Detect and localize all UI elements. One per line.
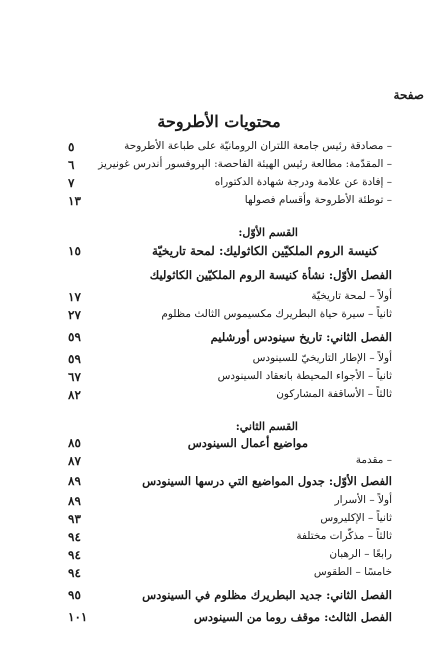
toc-entry-page: ٩٤ <box>68 548 81 562</box>
toc-entry-text: ثانياً – الإكليروس <box>320 512 392 524</box>
toc-entry-text: – إفادة عن علامة ودرجة شهادة الدكتوراه <box>214 176 392 188</box>
toc-entry-page: ٢٧ <box>68 308 81 322</box>
toc-entry-page: ٥٩ <box>68 352 81 366</box>
toc-entry-page: ٧ <box>68 176 75 190</box>
toc-entry-page: ١٣ <box>68 194 81 208</box>
toc-entry <box>0 176 438 196</box>
toc-entry-text: رابعًا – الرهبان <box>329 548 392 560</box>
toc-entry <box>0 308 438 328</box>
toc-entry <box>0 290 438 310</box>
toc-entry-page: ٦ <box>68 158 75 172</box>
chapter-heading <box>0 610 438 630</box>
toc-entry-page: ٥٩ <box>68 330 81 344</box>
toc-entry-page: ٩٤ <box>68 566 81 580</box>
chapter-heading <box>0 268 438 288</box>
toc-entry <box>0 370 438 390</box>
toc-entry-page: ٥ <box>68 140 75 154</box>
page-column-label: صفحة <box>393 88 424 102</box>
toc-entry-text: ثالثاً – مذكّرات مختلفة <box>296 530 392 542</box>
part1-heading <box>0 244 438 264</box>
toc-entry-text: – مصادقة رئيس جامعة اللتران الرومانيّة على طباعة الأطروحة <box>124 140 392 152</box>
toc-entry-page: ٨٩ <box>68 494 81 508</box>
toc-entry-page: ١٠١ <box>68 610 88 624</box>
toc-entry <box>0 512 438 532</box>
toc-entry-page: ١٧ <box>68 290 81 304</box>
toc-entry <box>0 548 438 568</box>
toc-entry-page: ٨٢ <box>68 388 81 402</box>
part2-heading <box>0 436 438 456</box>
part1-label: القسم الأوّل: <box>238 226 298 239</box>
toc-entry-page: ٨٧ <box>68 454 81 468</box>
toc-entry-text: أولاً – لمحة تاريخيّة <box>311 290 392 302</box>
chapter-title: الفصل الثالث: موقف روما من السينودس <box>193 610 392 624</box>
toc-entry-page: ١٥ <box>68 244 81 258</box>
toc-entry <box>0 388 438 408</box>
toc-entry-text: ثانياً – الأجواء المحيطة بانعقاد السينودس <box>217 370 392 382</box>
toc-entry <box>0 494 438 514</box>
toc-entry-page: ٩٤ <box>68 530 81 544</box>
toc-entry-text: – توطئة الأطروحة وأقسام فصولها <box>244 194 392 206</box>
toc-title: محتويات الأطروحة <box>157 112 281 131</box>
toc-entry <box>0 566 438 586</box>
toc-entry <box>0 194 438 214</box>
chapter-heading <box>0 588 438 608</box>
toc-entry <box>0 530 438 550</box>
toc-entry-text: – المقدّمة: مطالعة رئيس الهيئة الفاحصة: الپروفسور أندرس غونيريز <box>98 158 392 170</box>
toc-entry <box>0 158 438 178</box>
toc-entry <box>0 352 438 372</box>
toc-entry-text: خامسًا – الطقوس <box>313 566 392 578</box>
chapter-heading <box>0 474 438 494</box>
toc-entry-page: ٨٥ <box>68 436 81 450</box>
part1-title: كنيسة الروم الملكيّين الكاثوليك: لمحة تاريخيّة <box>151 244 378 258</box>
chapter-title: الفصل الثاني: جديد البطريرك مظلوم في السينودس <box>142 588 392 602</box>
toc-entry-text: أولاً – الأسرار <box>334 494 392 506</box>
chapter-title: الفصل الثاني: تاريخ سينودس أورشليم <box>210 330 392 344</box>
part2-label: القسم الثاني: <box>235 420 298 433</box>
toc-entry-page: ٩٥ <box>68 588 81 602</box>
toc-entry-text: – مقدمة <box>355 454 392 466</box>
part2-title: مواضيع أعمال السينودس <box>187 436 308 450</box>
toc-entry-text: ثالثاً – الأساقفة المشاركون <box>276 388 392 400</box>
chapter-title: الفصل الأوّل: جدول المواضيع التي درسها السينودس <box>142 474 392 488</box>
chapter-heading <box>0 330 438 350</box>
toc-entry-page: ٨٩ <box>68 474 81 488</box>
toc-entry <box>0 140 438 160</box>
toc-entry <box>0 454 438 474</box>
toc-entry-text: أولاً – الإطار التاريخيّ للسينودس <box>252 352 392 364</box>
toc-entry-page: ٩٣ <box>68 512 81 526</box>
toc-entry-page: ٦٧ <box>68 370 81 384</box>
toc-entry-text: ثانياً – سيرة حياة البطريرك مكسيموس الثالث مظلوم <box>161 308 392 320</box>
chapter-title: الفصل الأوّل: نشأة كنيسة الروم الملكيّين الكاثوليك <box>149 268 392 282</box>
